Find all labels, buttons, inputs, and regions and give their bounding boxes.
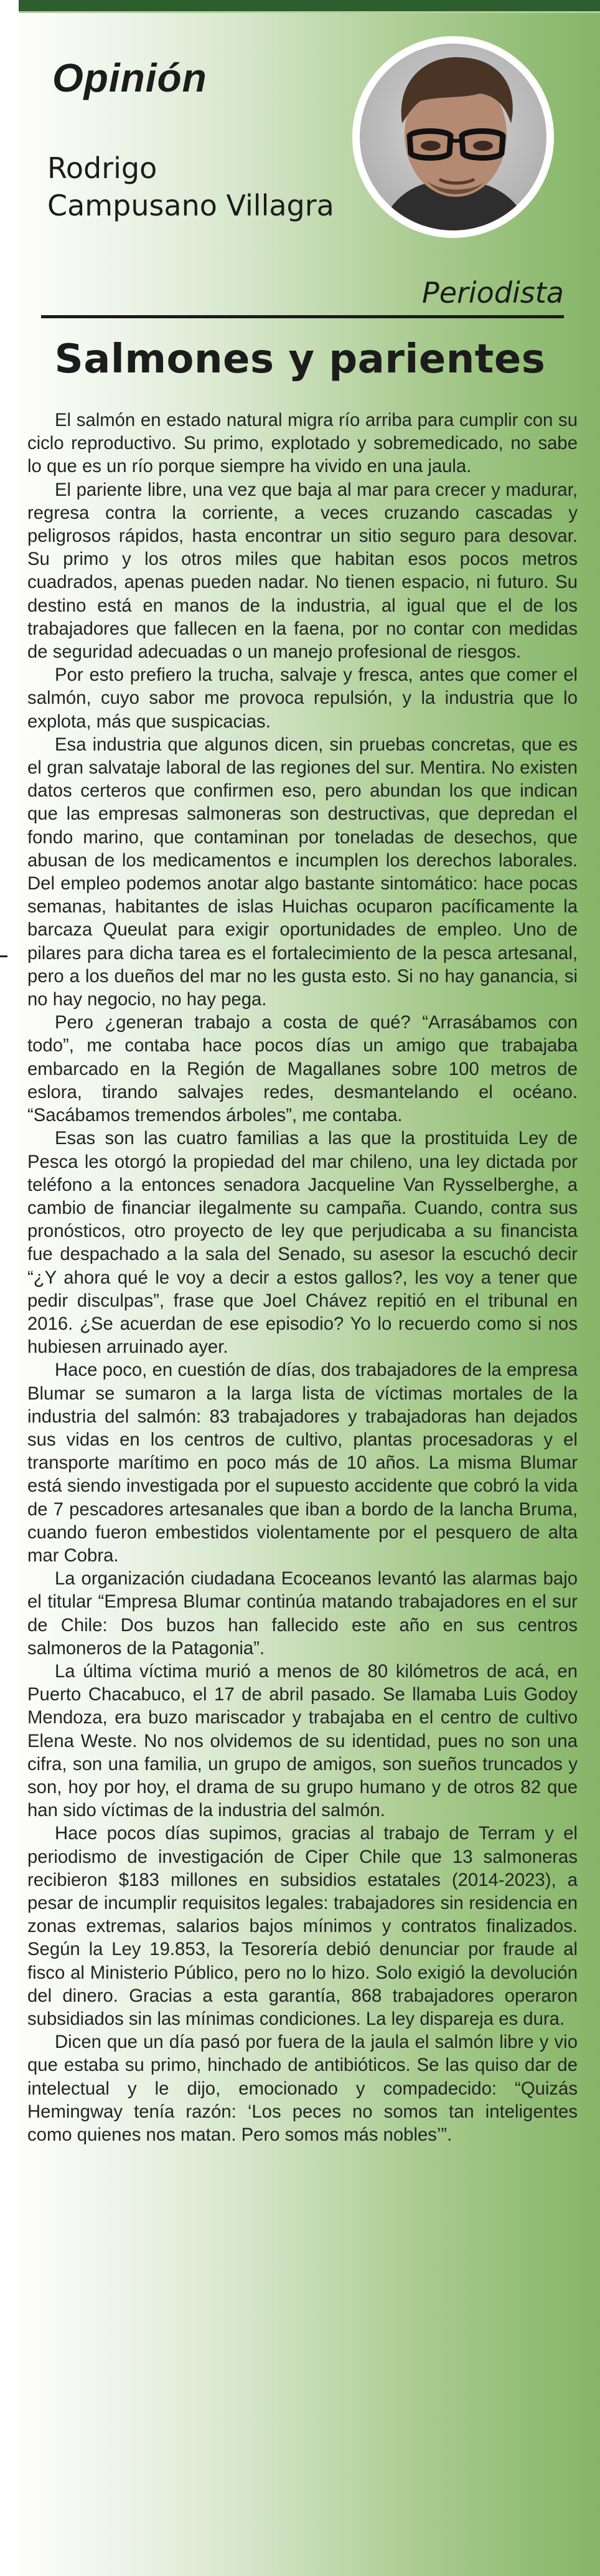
paragraph: El pariente libre, una vez que baja al mar para crecer y madurar, regresa contra la corriente, a veces cruzando cascadas y peligrosos rápidos, hasta encontrar un sitio seguro para desovar. Su primo y los otros miles que habitan esos pocos metros cuadrados, apenas pueden nadar. No tienen espacio, ni futuro. Su destino está en manos de la industria, al igual que el de los trabajadores que fallecen en la faena, por no contar con medidas de seguridad adecuadas o un manejo profesional de riesgos. [27, 479, 578, 663]
paragraph: Esa industria que algunos dicen, sin pruebas concretas, que es el gran salvataje laboral de las regiones del sur. Mentira. No existen datos certeros que confirmen eso, pero abundan los que indican que las empresas salmoneras son destructivas, que depredan el fondo marino, que contaminan por toneladas de desechos, que abusan de los medicamentos e incumplen los derechos laborales. Del empleo podemos anotar algo bastante sintomático: hace pocas semanas, habitantes de islas Huichas ocuparon pacíficamente la barcaza Queulat para exigir oportunidades de empleo. Uno de pilares para dicha tarea es el fortalecimiento de la pesca artesanal, pero a los dueños del mar no les gusta esto. Si no hay ganancia, si no hay negocio, no hay pega. [27, 734, 578, 1010]
left-margin [0, 0, 19, 2576]
paragraph: La organización ciudadana Ecoceanos levantó las alarmas bajo el titular “Empresa Blumar continúa matando trabajadores en el sur de Chile: Dos buzos han fallecido este año en sus centros salmoneros de la Patagonia”. [27, 1568, 578, 1659]
paragraph: Esas son las cuatro familias a las que la prostituida Ley de Pesca les otorgó la propiedad del mar chileno, una ley dictada por teléfono a la entonces senadora Jacqueline Van Rysselberghe, a cambio de financiar ilegalmente su campaña. Cuando, contra sus pronósticos, otro proyecto de ley que perjudicaba a su financista fue despachado a la sala del Senado, su asesor la escuchó decir “¿Y ahora qué le voy a decir a estos gallos?, les voy a tener que pedir disculpas”, frase que Joel Chávez repitió en el tribunal en 2016. ¿Se acuerdan de ese episodio? Yo lo recuerdo como si nos hubiesen arruinado ayer. [27, 1128, 578, 1358]
paragraph: Pero ¿generan trabajo a costa de qué? “Arrasábamos con todo”, me contaba hace pocos días un amigo que trabajaba embarcado en la Región de Magallanes sobre 100 metros de eslora, tirando salvajes redes, desmantelando el océano. “Sacábamos tremendos árboles”, me contaba. [27, 1012, 578, 1126]
section-label: Opinión [52, 55, 207, 100]
paragraph: Hace poco, en cuestión de días, dos trabajadores de la empresa Blumar se sumaron a la larga lista de víctimas mortales de la industria del salmón: 83 trabajadores y trabajadoras han dejados sus vidas en los centros de cultivo, plantas procesadoras y el transporte marítimo en poco más de 10 años. La misma Blumar está siendo investigada por el supuesto accidente que cobró la vida de 7 pescadores artesanales que iban a bordo de la lancha Bruma, cuando fueron embestidos violentamente por el pesquero de alta mar Cobra. [27, 1360, 578, 1566]
author-portrait [352, 36, 554, 238]
author-role: Periodista [421, 276, 564, 310]
paragraph: Dicen que un día pasó por fuera de la jaula el salmón libre y vio que estaba su primo, hinchado de antibióticos. Se las quiso dar de intelectual y le dijo, emocionado y compadecido: “Quizás Hemingway tenía razón: ‘Los peces no somos tan inteligentes como quienes nos matan. Pero somos más nobles’”. [27, 2032, 578, 2146]
author-first-name: Rodrigo [47, 151, 157, 185]
author-last-name: Campusano Villagra [47, 189, 334, 222]
paragraph: Hace pocos días supimos, gracias al trabajo de Terram y el periodismo de investigación de Ciper Chile que 13 salmoneras recibieron $183 millones en subsidios estatales (2014-2023), a pesar de incumplir requisitos legales: trabajadores sin residencia en zonas extremas, salarios bajos mínimos y contratos finalizados. Según la Ley 19.853, la Tesorería debió denunciar por fraude al fisco al Ministerio Público, pero no lo hizo. Solo exigió la devolución del dinero. Gracias a esta garantía, 868 trabajadores operaron subsidiados sin las mínimas condiciones. La ley dispareja es dura. [27, 1823, 578, 2030]
margin-mark [0, 955, 7, 957]
paragraph: El salmón en estado natural migra río arriba para cumplir con su ciclo reproductivo. Su primo, explotado y sobremedicado, no sabe lo que es un río porque siempre ha vivido en una jaula. [27, 410, 578, 477]
article-body [27, 409, 578, 2146]
author-photo [352, 36, 554, 238]
author-name [47, 149, 334, 224]
paragraph: La última víctima murió a menos de 80 kilómetros de acá, en Puerto Chacabuco, el 17 de abril pasado. Se llamaba Luis Godoy Mendoza, era buzo mariscador y trabajaba en el centro de cultivo Elena Weste. No nos olvidemos de su identidad, pues no son una cifra, son una familia, un grupo de amigos, son sueños truncados y son, hoy por hoy, el drama de su grupo humano y de otros 82 que han sido víctimas de la industria del salmón. [27, 1660, 578, 1821]
header-divider [41, 315, 564, 318]
top-band [19, 0, 600, 11]
paragraph: Por esto prefiero la trucha, salvaje y fresca, antes que comer el salmón, cuyo sabor me provoca repulsión, y la industria que lo explota, más que suspicacias. [27, 665, 578, 732]
top-band-line [19, 11, 600, 13]
article-title: Salmones y parientes [54, 336, 546, 382]
